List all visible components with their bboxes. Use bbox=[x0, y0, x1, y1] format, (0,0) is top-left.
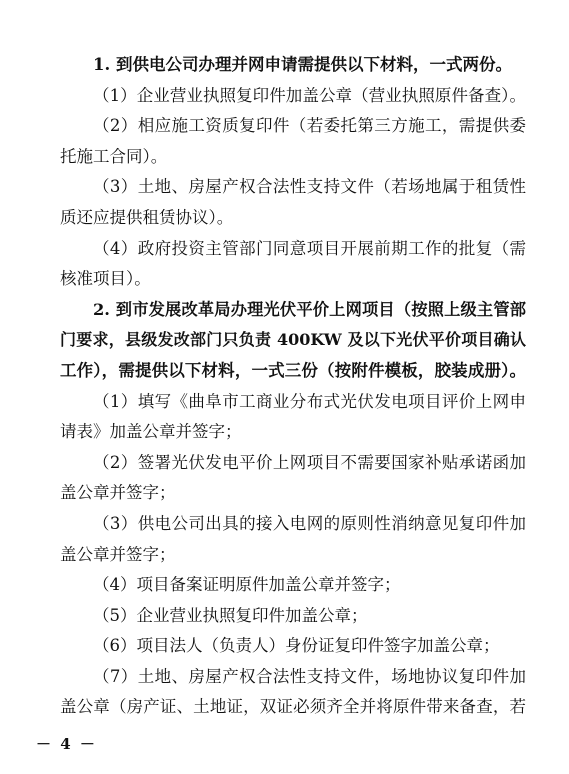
paragraph-line: 核准项目）。 bbox=[60, 269, 151, 289]
paragraph-line: （2）签署光伏发电平价上网项目不需要国家补贴承诺函加 bbox=[93, 452, 526, 472]
paragraph-line: （1）企业营业执照复印件加盖公章（营业执照原件备查）。 bbox=[93, 85, 526, 105]
paragraph-line: 盖公章并签字； bbox=[60, 483, 176, 503]
paragraph-line: （3）供电公司出具的接入电网的原则性消纳意见复印件加 bbox=[93, 513, 526, 533]
paragraph-line: 请表》加盖公章并签字； bbox=[60, 422, 242, 442]
paragraph-line: 门要求，县级发改部门只负责 400KW 及以下光伏平价项目确认 bbox=[60, 330, 526, 350]
document-body bbox=[60, 50, 526, 723]
paragraph-line: 2. 到市发展改革局办理光伏平价上网项目（按照上级主管部 bbox=[93, 299, 526, 319]
paragraph-line: 工作），需提供以下材料，一式三份（按附件模板，胶装成册）。 bbox=[60, 360, 526, 380]
paragraph-line: 质还应提供租赁协议）。 bbox=[60, 207, 234, 227]
paragraph-line: （1）填写《曲阜市工商业分布式光伏发电项目评价上网申 bbox=[93, 391, 526, 411]
paragraph-line: 盖公章并签字； bbox=[60, 544, 176, 564]
paragraph-line: （4）项目备案证明原件加盖公章并签字； bbox=[93, 575, 401, 595]
paragraph-line: （2）相应施工资质复印件（若委托第三方施工，需提供委 bbox=[93, 116, 526, 136]
paragraph-line: （4）政府投资主管部门同意项目开展前期工作的批复（需 bbox=[93, 238, 526, 258]
paragraph-line: （6）项目法人（负责人）身份证复印件签字加盖公章； bbox=[93, 636, 500, 656]
page-number: － 4 － bbox=[36, 735, 97, 753]
paragraph-line: （3）土地、房屋产权合法性支持文件（若场地属于租赁性 bbox=[93, 177, 526, 197]
paragraph-line: 托施工合同）。 bbox=[60, 146, 168, 166]
paragraph-line: （7）土地、房屋产权合法性支持文件，场地协议复印件加 bbox=[93, 666, 526, 686]
paragraph-line: （5）企业营业执照复印件加盖公章； bbox=[93, 605, 368, 625]
paragraph-line: 盖公章（房产证、土地证，双证必须齐全并将原件带来备查，若 bbox=[60, 697, 526, 717]
paragraph-line: 1. 到供电公司办理并网申请需提供以下材料，一式两份。 bbox=[93, 55, 512, 74]
